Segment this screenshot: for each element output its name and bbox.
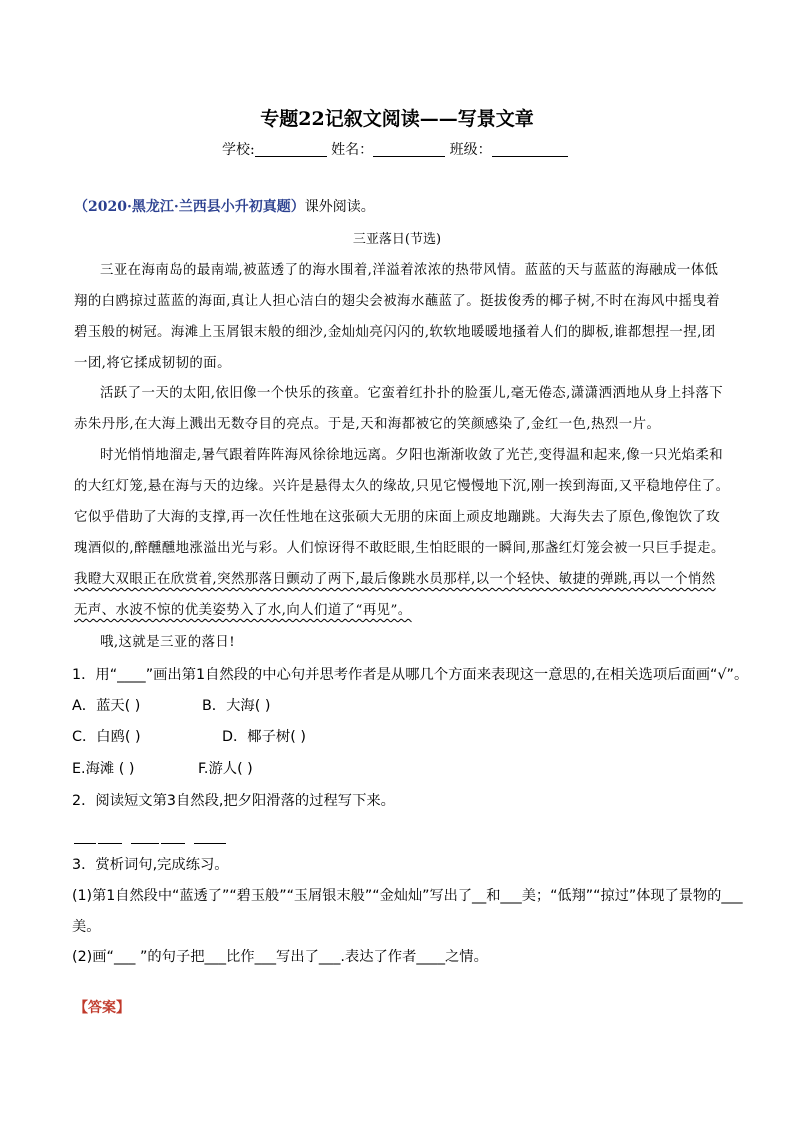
answer-label: 【答案】 [74,1000,130,1016]
option-c[interactable]: C．白鸥( ) [72,729,141,745]
passage-line: 活跃了一天的太阳,依旧像一个快乐的孩童。它蛮着红扑扑的脸蛋儿,毫无倦态,潇潇洒洒地从身上抖落下 [100,386,724,401]
passage-line-underlined: 无声、水波不惊的优美姿势入了水,向人们道了“再见”。 [74,603,412,618]
passage-line: 翔的白鸥掠过蓝蓝的海面,真让人担心洁白的翅尖会被海水蘸蓝了。挺拔俊秀的椰子树,不时在海风中摇曳着 [74,294,721,309]
class-label: 班级： [449,142,492,158]
name-blank[interactable] [373,142,445,157]
question-2-text: 2．阅读短文第3自然段,把夕阳滑落的过程写下来。 [72,793,395,809]
class-blank[interactable] [492,142,568,157]
answer-blanks[interactable] [74,832,226,851]
option-e[interactable]: E.海滩 ( ) [72,761,135,777]
student-info-line [222,139,568,159]
question-3-part-1: (1)第1自然段中“蓝透了”“碧玉般”“玉屑银末般”“金灿灿”写出了__和___美；“低翔”“掠过”体现了景物的___ [72,888,743,904]
option-f[interactable]: F.游人( ) [198,761,253,777]
passage-line: 赤朱丹彤,在大海上溅出无数夺目的亮点。于是,天和海都被它的笑颜感染了,金红一色,热烈一片。 [74,417,661,432]
source-line [74,196,375,216]
option-b[interactable]: B．大海( ) [202,698,271,714]
question-3-part-1-cont: 美。 [72,919,101,935]
passage-line: 时光悄悄地溜走,暑气跟着阵阵海风徐徐地远离。夕阳也渐渐收敛了光芒,变得温和起来,像一只光焰柔和 [100,448,724,463]
name-label: 姓名： [331,142,374,158]
passage-line: 哦,这就是三亚的落日! [100,635,236,650]
passage-line: 碧玉般的树冠。海滩上玉屑银末般的细沙,金灿灿亮闪闪的,软软地暖暖地搔着人们的脚板,谁都想捏一捏,团 [74,325,716,340]
passage-line: 它似乎借助了大海的支撑,再一次任性地在这张硕大无朋的床面上顽皮地蹦跳。大海失去了原色,像饱饮了玫 [74,510,721,525]
school-blank[interactable] [255,142,327,157]
passage-line: 的大红灯笼,悬在海与天的边缘。兴许是悬得太久的缘故,只见它慢慢地下沉,刚一挨到海面,又平稳地停住了。 [74,479,730,494]
question-3-part-2: (2)画“___ ”的句子把___比作___写出了___.表达了作者____之情。 [72,949,488,965]
source-text: 课外阅读。 [304,199,375,215]
passage-line: 瑰酒似的,醉醺醺地涨溢出光与彩。人们惊讶得不敢眨眼,生怕眨眼的一瞬间,那盏红灯笼会被一只巨手提走。 [74,541,725,556]
question-1-text: 1．用“____”画出第1自然段的中心句并思考作者是从哪几个方面来表现这一意思的,在相关选项后面画“√”。 [72,667,749,683]
page-title: 专题22记叙文阅读——写景文章 [260,108,534,130]
option-d[interactable]: D．椰子树( ) [222,729,306,745]
passage-line-underlined: 我瞪大双眼正在欣赏着,突然那落日颤动了两下,最后像跳水员那样,以一个轻快、敏捷的弹跳,再以一个悄然 [74,572,716,587]
school-label: 学校: [222,142,255,158]
passage-title: 三亚落日(节选) [352,232,442,247]
passage-line: 一团,将它揉成韧韧的面。 [74,356,231,371]
passage-line: 三亚在海南岛的最南端,被蓝透了的海水围着,洋溢着浓浓的热带风情。蓝蓝的天与蓝蓝的海融成一体低 [100,263,719,278]
source-tag: （2020·黑龙江·兰西县小升初真题） [74,199,305,215]
question-3-text: 3．赏析词句,完成练习。 [72,857,229,873]
option-a[interactable]: A．蓝天( ) [72,698,141,714]
